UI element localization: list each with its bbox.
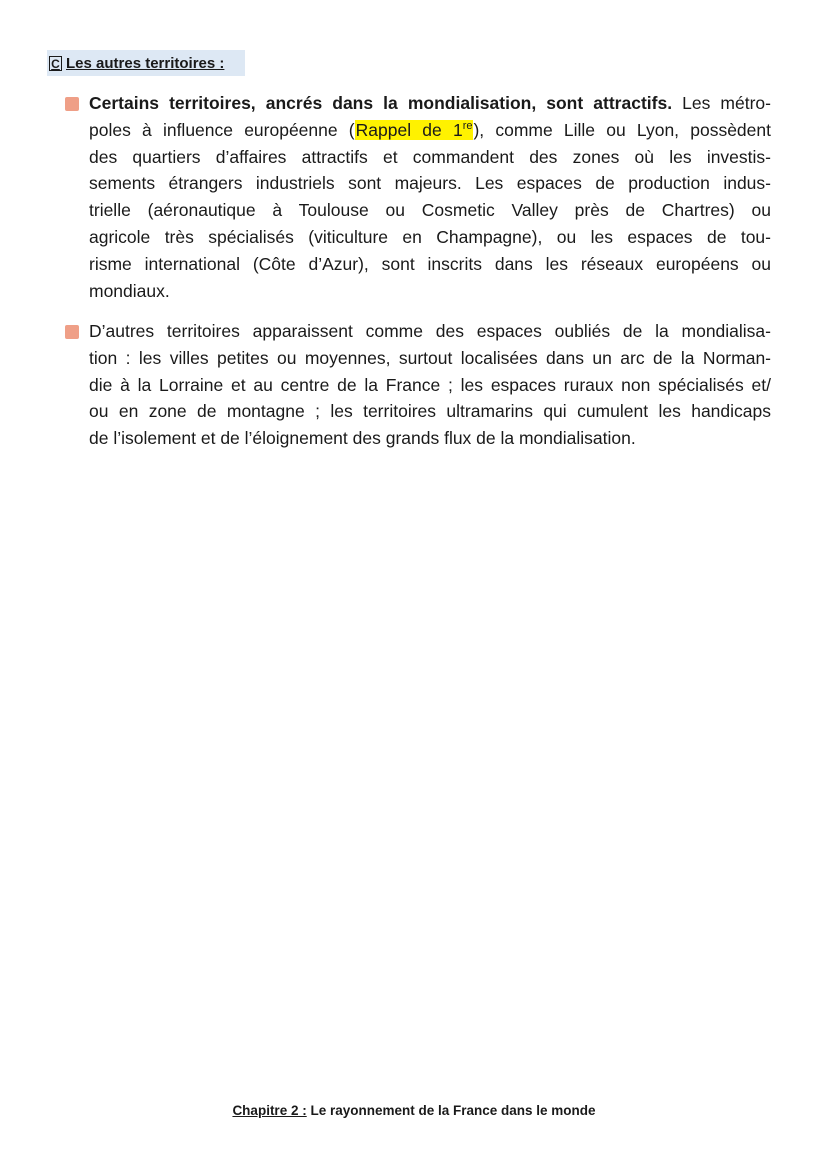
bold-lead-sentence: Certains territoires, ancrés dans la mondialisation, sont attractifs. [89,93,673,113]
paragraph-line: die à la Lorraine et au centre de la France ; les espaces ruraux non spécialisés et/ [89,374,771,395]
bullet-square-icon [65,97,79,111]
paragraph-line: mondiaux. [89,280,170,301]
paragraph-line: de l’isolement et de l’éloignement des grands flux de la mondialisation. [89,428,636,449]
page-footer [0,1103,828,1118]
footer-chapter-title: Le rayonnement de la France dans le monde [306,1103,596,1118]
paragraph-line: tion : les villes petites ou moyennes, surtout localisées dans un arc de la Norman- [89,347,771,368]
section-title: Les autres territoires : [66,54,225,72]
paragraph-line: D’autres territoires apparaissent comme des espaces oubliés de la mondialisa- [89,321,771,341]
paragraph-line: poles à influence européenne (Rappel de 1re), comme Lille ou Lyon, possèdent [89,119,771,140]
paragraph-line: agricole très spécialisés (viticulture en Champagne), ou les espaces de tou- [89,226,771,247]
recall-highlight: Rappel de 1re [355,119,473,140]
bullet-square-icon [65,325,79,339]
paragraph-line: sements étrangers industriels sont majeurs. Les espaces de production indus- [89,173,771,194]
paragraph-line: ou en zone de montagne ; les territoires ultramarins qui cumulent les handicaps [89,401,771,422]
paragraph-attractive-territories [89,90,771,304]
paragraph-line: Certains territoires, ancrés dans la mondialisation, sont attractifs. Les métro- [89,93,771,113]
paragraph-line: des quartiers d’affaires attractifs et commandent des zones où les investis- [89,146,771,167]
footer-chapter-label: Chapitre 2 : [232,1103,307,1118]
paragraph-line: trielle (aéronautique à Toulouse ou Cosmetic Valley près de Chartres) ou [89,200,771,221]
paragraph-line: risme international (Côte d’Azur), sont inscrits dans les réseaux européens ou [89,253,771,274]
paragraph-forgotten-territories [89,318,771,452]
section-letter-box: C [49,56,62,71]
section-heading [47,50,245,76]
